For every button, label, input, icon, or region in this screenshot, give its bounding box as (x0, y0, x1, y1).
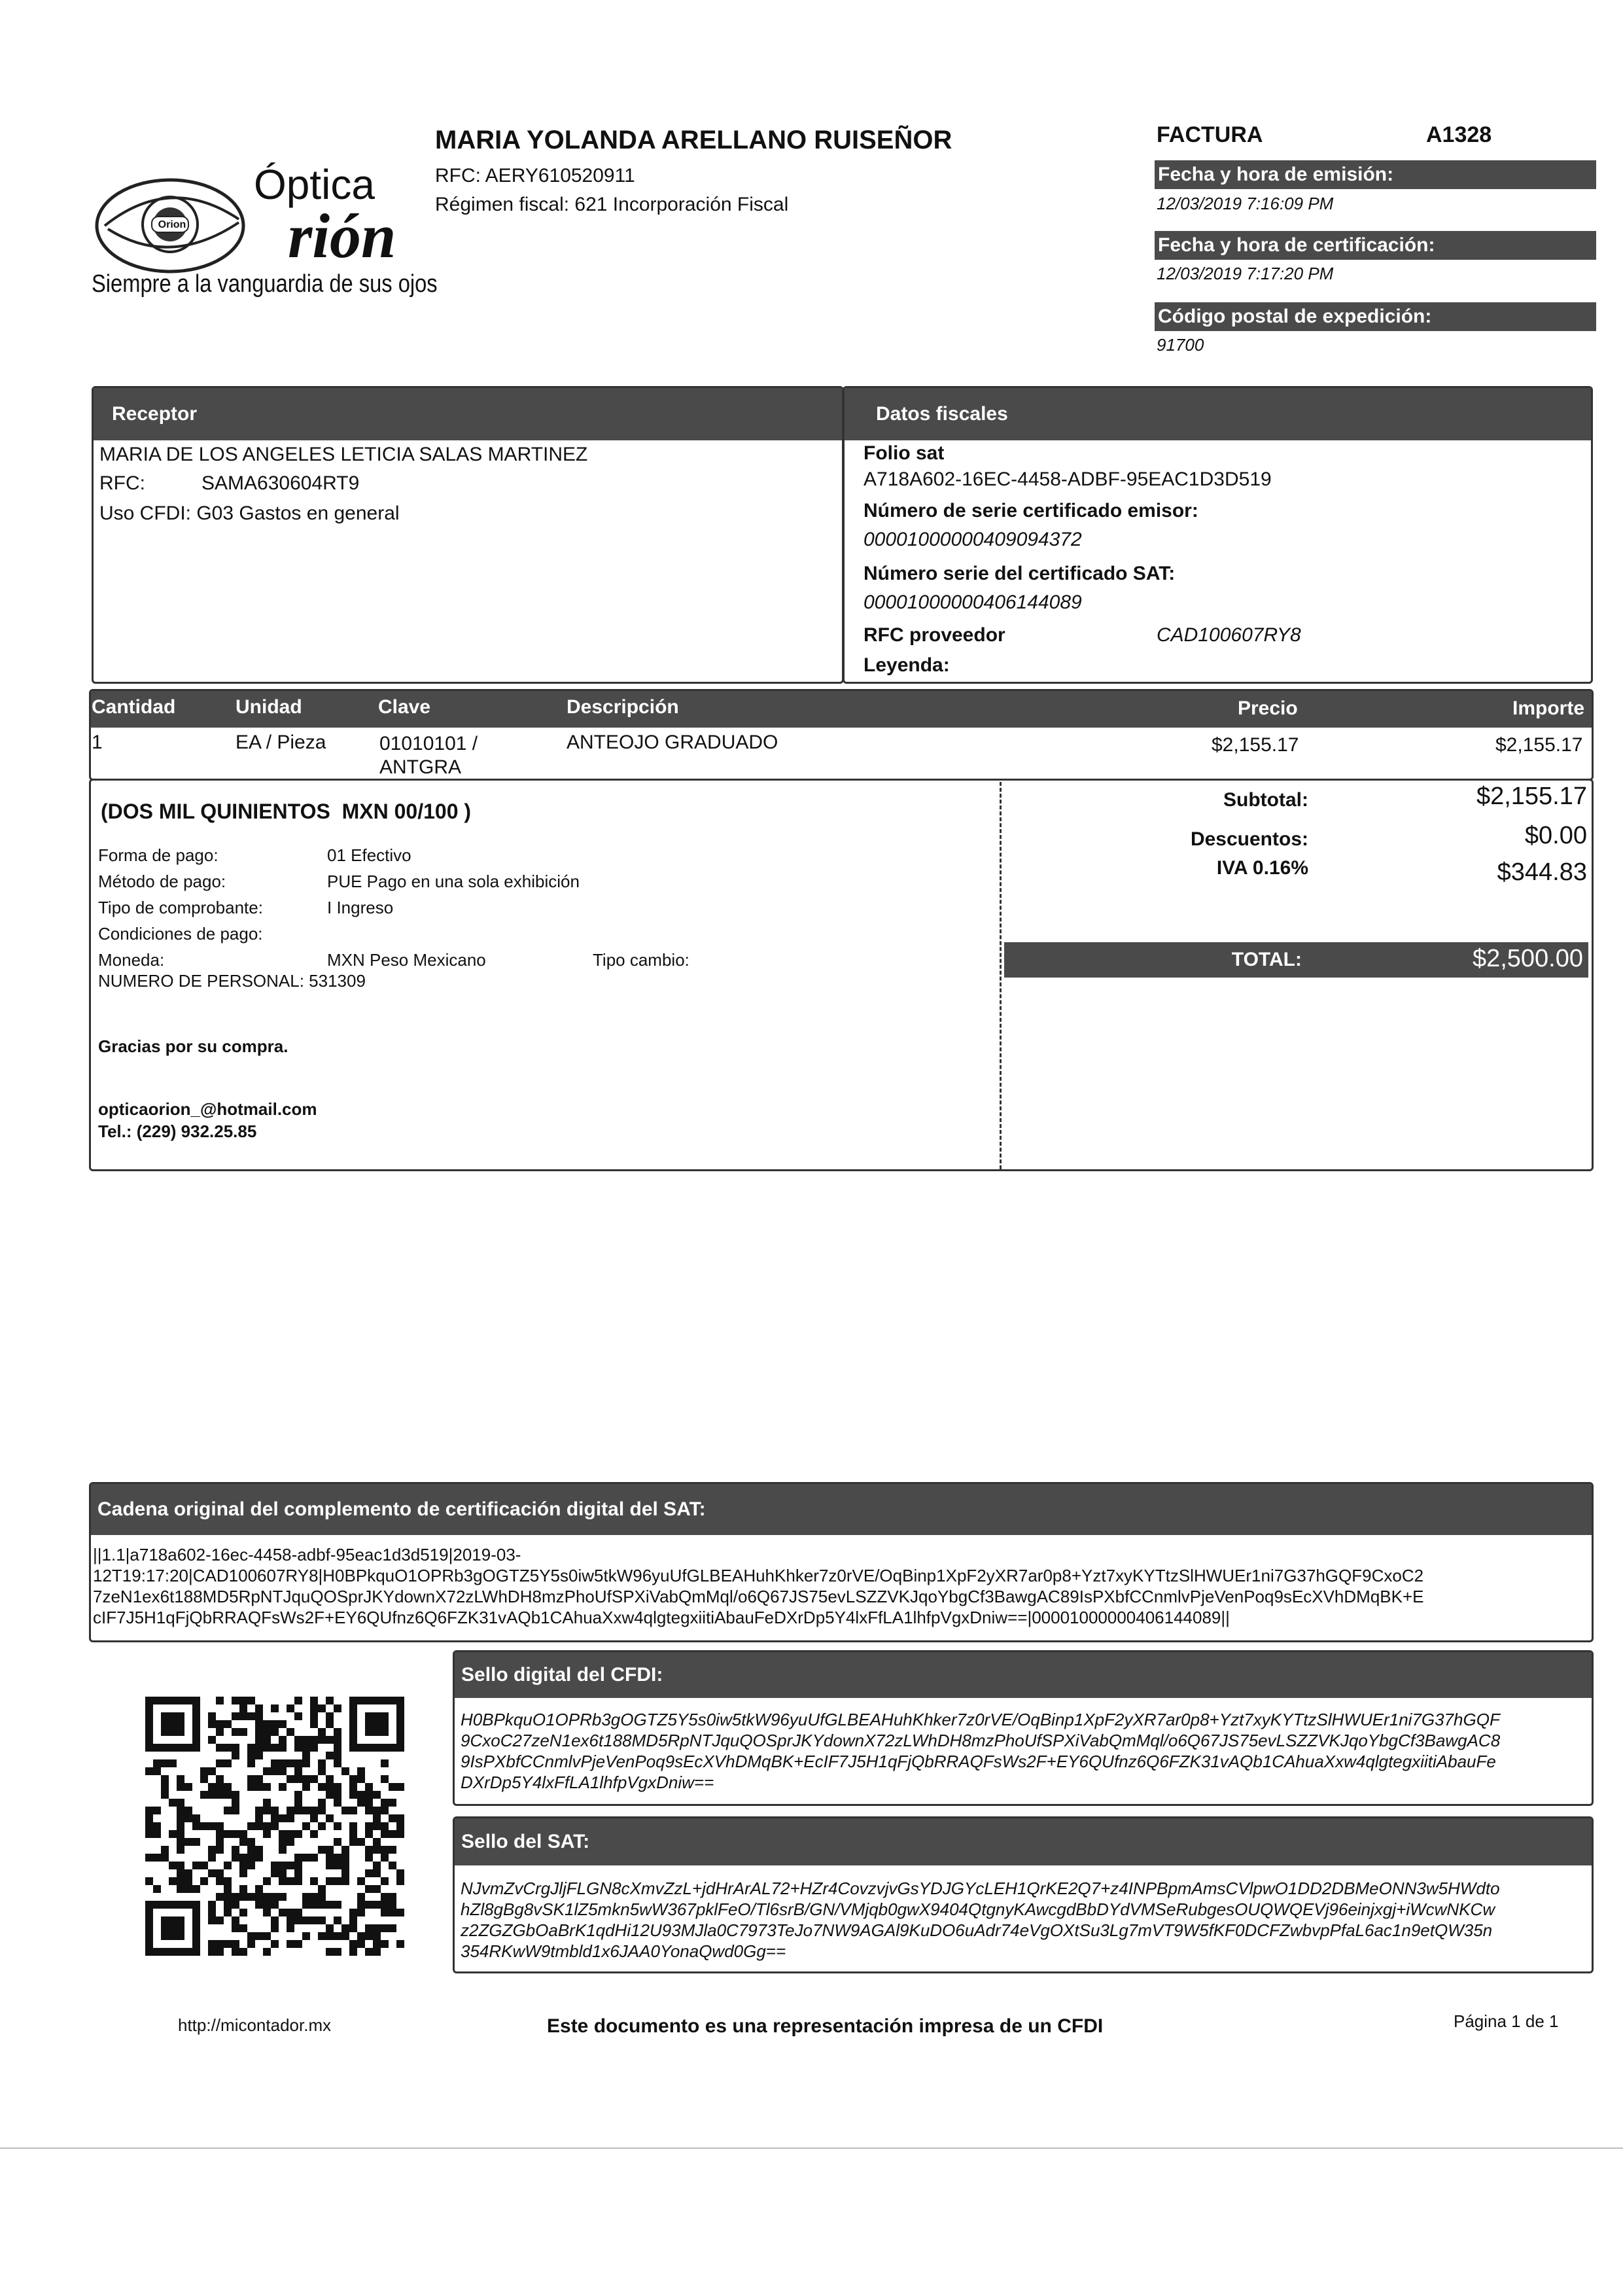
sello-sat-line: NJvmZvCrgJljFLGN8cXmvZzL+jdHrArAL72+HZr4CovzvjvGsYDJGYcLEH1QrKE2Q7+z4INPBpmAmsCVlpwO1DD2DBMeONN3w5HWdto (461, 1879, 1500, 1898)
emission-value: 12/03/2019 7:16:09 PM (1157, 194, 1334, 213)
receptor-name: MARIA DE LOS ANGELES LETICIA SALAS MARTINEZ (99, 444, 588, 465)
receptor-uso: Uso CFDI: G03 Gastos en general (99, 503, 400, 524)
amount-words: (DOS MIL QUINIENTOS MXN 00/100 ) (101, 800, 472, 823)
serie-sat-label: Número serie del certificado SAT: (864, 563, 1176, 584)
forma-value: 01 Efectivo (327, 845, 411, 865)
descuentos-value: $0.00 (1524, 822, 1587, 849)
item-cantidad: 1 (92, 732, 103, 753)
logo-brand-top: Óptica (254, 161, 375, 208)
total-label: TOTAL: (1231, 949, 1302, 970)
thanks-text: Gracias por su compra. (98, 1036, 288, 1056)
iva-value: $344.83 (1497, 858, 1587, 886)
metodo-value: PUE Pago en una sola exhibición (327, 872, 580, 891)
contact-email: opticaorion_@hotmail.com (98, 1099, 317, 1119)
logo-brand-bottom: rión (288, 201, 396, 271)
sello-cfdi-line: 9CxoC27zeN1ex6t188MD5RpNTJquQOSprJKYdownX72zLWhDH8mzPhoUfSPXiVabQmMql/o6Q67JS75evLSZZVKJqoYbgCf3BawgAC8 (461, 1731, 1501, 1750)
item-clave-2: ANTGRA (379, 756, 462, 778)
logo-slogan: Siempre a la vanguardia de sus ojos (92, 270, 438, 298)
subtotal-label: Subtotal: (1223, 789, 1308, 811)
issuer-regime: Régimen fiscal: 621 Incorporación Fiscal (435, 194, 789, 215)
sello-cfdi-line: 9IsPXbfCCnmlvPjeVenPoq9sEcXVhDMqBK+EcIF7J5H1qFjQbRRAQFsWs2F+EY6QUfnz6Q6FZK31vAQb1CAhuaXxw4qlgtegxiitiAbauFe (461, 1752, 1496, 1771)
zip-value: 91700 (1157, 335, 1204, 355)
issuer-name: MARIA YOLANDA ARELLANO RUISEÑOR (435, 126, 952, 154)
col-importe: Importe (1512, 698, 1585, 719)
condiciones-label: Condiciones de pago: (98, 924, 263, 944)
sello-sat-line: hZl8gBg8vSK1lZ5mkn5wW367pklFeO/Tl6srB/GN/VMjqb0gwX9404QtgnyKAwcgdBbDYdVMSeRubgesOUQWQEVj96einjxgj+iWcwNKCw (461, 1899, 1495, 1919)
cert-value: 12/03/2019 7:17:20 PM (1157, 264, 1334, 283)
cadena-header: Cadena original del complemento de certificación digital del SAT: (91, 1484, 1592, 1535)
rfc-prov-value: CAD100607RY8 (1157, 624, 1301, 646)
cadena-text (93, 1544, 1591, 1628)
sello-sat-line: z2ZGZGbOaBrK1qdHi12U93MJla0C7973TeJo7NW9AGAl9KuDO6uAdr74eVgOXtSu3Lg7mVT9W5fKF0DCFZwbvpPfaL6ac1n9etQW35n (461, 1920, 1493, 1940)
invoice-label: FACTURA (1157, 122, 1263, 147)
col-precio: Precio (1238, 698, 1298, 719)
emission-label: Fecha y hora de emisión: (1155, 160, 1596, 189)
iva-label: IVA 0.16% (1216, 857, 1308, 879)
sello-sat-line: 354RKwW9tmbld1x6JAA0YonaQwd0Gg== (461, 1941, 786, 1961)
receptor-rfc-label: RFC: (99, 472, 145, 494)
cadena-line: 7zeN1ex6t188MD5RpNTJquQOSprJKYdownX72zLWhDH8mzPhoUfSPXiVabQmMql/o6Q67JS75evLSZZVKJqoYbgCf3BawgAC89IsPXbfCCnmlvPjeVenPoq9sEcXVhDMqBK+E (93, 1587, 1424, 1606)
tipo-label: Tipo de comprobante: (98, 898, 263, 917)
metodo-label: Método de pago: (98, 872, 226, 891)
zip-label: Código postal de expedición: (1155, 302, 1596, 331)
rfc-prov-label: RFC proveedor (864, 624, 1005, 646)
col-descripcion: Descripción (567, 696, 679, 718)
issuer-rfc: RFC: AERY610520911 (435, 165, 635, 186)
qr-code (145, 1697, 404, 1956)
receptor-header: Receptor (94, 388, 842, 440)
sello-cfdi-line: H0BPkquO1OPRb3gOGTZ5Y5s0iw5tkW96yuUfGLBEAHuhKhker7z0rVE/OqBinp1XpF2yXR7ar0p8+Yzt7xyKYTtzSlHWUEr1ni7G37hGQF (461, 1710, 1500, 1729)
sello-sat-header: Sello del SAT: (455, 1818, 1592, 1865)
tipo-value: I Ingreso (327, 898, 394, 917)
cadena-line: ||1.1|a718a602-16ec-4458-adbf-95eac1d3d519|2019-03- (93, 1545, 521, 1564)
item-precio: $2,155.17 (1212, 734, 1299, 756)
fiscal-header: Datos fiscales (845, 388, 1591, 440)
forma-label: Forma de pago: (98, 845, 218, 865)
moneda-value: MXN Peso Mexicano (327, 950, 486, 970)
serie-emisor-value: 00001000000409094372 (864, 529, 1082, 550)
item-clave-1: 01010101 / (379, 733, 478, 754)
logo-badge: Orion (158, 219, 186, 230)
descuentos-label: Descuentos: (1190, 828, 1308, 850)
qr-code-icon (145, 1697, 404, 1956)
sello-cfdi-line: DXrDp5Y4lxFfLA1lhfpVgxDniw== (461, 1773, 714, 1792)
footer-note: Este documento es una representación impresa de un CFDI (547, 2015, 1104, 2037)
cert-label: Fecha y hora de certificación: (1155, 231, 1596, 260)
col-cantidad: Cantidad (92, 696, 176, 718)
leyenda-label: Leyenda: (864, 654, 950, 676)
sello-cfdi-header: Sello digital del CFDI: (455, 1652, 1592, 1698)
subtotal-value: $2,155.17 (1476, 783, 1587, 810)
footer-page: Página 1 de 1 (1454, 2011, 1559, 2031)
receptor-rfc-value: SAMA630604RT9 (201, 472, 360, 494)
serie-sat-value: 00001000000406144089 (864, 592, 1082, 613)
item-descripcion: ANTEOJO GRADUADO (567, 732, 778, 753)
contact-tel: Tel.: (229) 932.25.85 (98, 1122, 257, 1141)
folio-label: Folio sat (864, 442, 945, 464)
sello-sat-text (461, 1878, 1589, 1962)
col-unidad: Unidad (236, 696, 302, 718)
footer-url-link[interactable]: http://micontador.mx (178, 2015, 332, 2035)
folio-value: A718A602-16EC-4458-ADBF-95EAC1D3D519 (864, 468, 1272, 490)
invoice-number: A1328 (1426, 122, 1492, 147)
items-header-row (91, 691, 1592, 728)
item-unidad: EA / Pieza (236, 732, 326, 753)
scan-edge (0, 2147, 1623, 2149)
moneda-label: Moneda: (98, 950, 165, 970)
personal-number: NUMERO DE PERSONAL: 531309 (98, 971, 366, 991)
tipo-cambio-label: Tipo cambio: (593, 950, 689, 970)
cadena-line: cIF7J5H1qFjQbRRAQFsWs2F+EY6QUfnz6Q6FZK31vAQb1CAhuaXxw4qlgtegxiitiAbauFeDXrDp5Y4lxFfLA1lhfpVgxDniw==|00001000000406144089|| (93, 1608, 1230, 1627)
logo (92, 147, 438, 311)
item-importe: $2,155.17 (1495, 734, 1583, 756)
cadena-line: 12T19:17:20|CAD100607RY8|H0BPkquO1OPRb3gOGTZ5Y5s0iw5tkW96yuUfGLBEAHuhKhker7z0rVE/OqBinp1XpF2yXR7ar0p8+Yzt7xyKYTtzSlHWUEr1ni7G37hGQF9CxoC2 (93, 1566, 1424, 1585)
col-clave: Clave (378, 696, 431, 718)
sello-cfdi-text (461, 1709, 1589, 1793)
serie-emisor-label: Número de serie certificado emisor: (864, 500, 1198, 521)
summary-divider (1000, 782, 1002, 1169)
total-value: $2,500.00 (1472, 945, 1583, 972)
